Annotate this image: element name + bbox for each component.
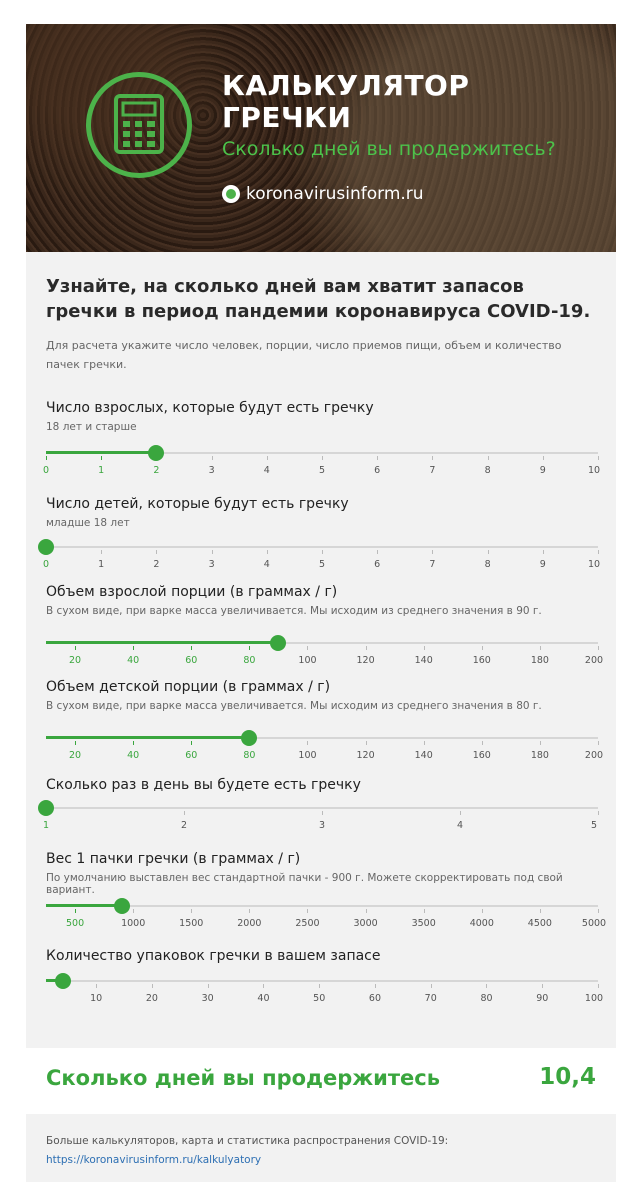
slider-tick-label: 80 — [480, 993, 493, 1004]
hero-site-name: koronavirusinform.ru — [246, 184, 424, 204]
slider-tick-label: 2 — [153, 465, 160, 476]
slider-tick-label: 1000 — [121, 918, 146, 929]
slider-tick — [366, 646, 367, 650]
field-2 — [46, 584, 604, 666]
slider-tick-label: 140 — [414, 750, 433, 761]
slider-tick — [249, 646, 250, 650]
slider-tick-label: 7 — [429, 559, 436, 570]
field-5 — [46, 851, 607, 929]
slider-tick-label: 20 — [69, 655, 82, 666]
result-label: Сколько дней вы продержитесь — [46, 1066, 441, 1090]
field-label: Число взрослых, которые будут есть гречку — [46, 400, 374, 416]
slider-tick-label: 180 — [530, 750, 549, 761]
slider-tick — [212, 456, 213, 460]
slider-tick — [542, 984, 543, 988]
slider-tick — [366, 741, 367, 745]
slider-tick — [249, 909, 250, 913]
field-0 — [42, 400, 601, 476]
slider-tick — [191, 741, 192, 745]
slider[interactable] — [46, 897, 607, 929]
field-hint: В сухом виде, при варке масса увеличивается. Мы исходим из среднего значения в 90 г. — [46, 605, 542, 617]
slider-tick-label: 180 — [530, 655, 549, 666]
calculator-card — [26, 24, 616, 1182]
slider-tick — [482, 909, 483, 913]
slider-fill — [46, 736, 249, 739]
slider-tick-label: 30 — [201, 993, 214, 1004]
slider-tick — [191, 909, 192, 913]
hero-banner — [26, 24, 616, 252]
field-label: Сколько раз в день вы будете есть гречку — [46, 777, 361, 793]
slider-tick-label: 200 — [584, 655, 604, 666]
slider-tick — [322, 550, 323, 554]
slider-track[interactable] — [46, 807, 598, 809]
slider-tick-label: 2 — [153, 559, 160, 570]
slider-tick-label: 5 — [590, 820, 598, 831]
slider[interactable] — [46, 972, 604, 1004]
slider-tick — [101, 456, 102, 460]
hero-title-line2: ГРЕЧКИ — [222, 101, 352, 134]
slider-tick-label: 1 — [98, 559, 105, 570]
slider-tick-label: 20 — [69, 750, 82, 761]
slider-tick-label: 80 — [243, 750, 256, 761]
slider-fill — [46, 904, 122, 907]
slider-tick-label: 100 — [584, 993, 604, 1004]
slider-tick-label: 5 — [318, 559, 326, 570]
slider-tick-label: 40 — [127, 750, 140, 761]
slider-tick-label: 4 — [456, 820, 464, 831]
slider-tick-label: 160 — [472, 750, 491, 761]
footer — [26, 1114, 616, 1182]
slider-tick-label: 3500 — [411, 918, 436, 929]
hero-subtitle: Сколько дней вы продержитесь? — [222, 138, 556, 160]
slider-tick — [543, 456, 544, 460]
slider-tick-label: 1 — [98, 465, 105, 476]
slider-tick — [377, 550, 378, 554]
calculator-form — [26, 252, 616, 1048]
footer-text — [46, 1132, 448, 1170]
slider-tick-label: 6 — [374, 559, 381, 570]
slider-tick-label: 2000 — [237, 918, 262, 929]
intro-heading: Узнайте, на сколько дней вам хватит запасов гречки в период пандемии коронавируса COVID-19. — [46, 276, 591, 322]
slider-tick — [267, 456, 268, 460]
slider-tick-label: 20 — [145, 993, 158, 1004]
slider-track[interactable] — [46, 546, 598, 548]
site-logo-icon — [222, 185, 240, 203]
slider-tick — [540, 646, 541, 650]
slider-tick — [598, 550, 599, 554]
slider-tick-label: 40 — [257, 993, 270, 1004]
slider-tick-label: 9 — [539, 559, 546, 570]
result-value: 10,4 — [539, 1064, 596, 1090]
field-label: Вес 1 пачки гречки (в граммах / г) — [46, 851, 301, 867]
slider-tick-label: 7 — [429, 465, 436, 476]
slider-tick — [133, 909, 134, 913]
slider-tick — [431, 984, 432, 988]
calculator-icon — [86, 72, 192, 178]
slider-tick-label: 2500 — [295, 918, 320, 929]
slider-tick — [319, 984, 320, 988]
slider[interactable] — [46, 729, 604, 761]
slider-tick — [307, 646, 308, 650]
slider-tick — [540, 909, 541, 913]
slider-tick — [424, 741, 425, 745]
slider-tick-label: 40 — [127, 655, 140, 666]
slider-tick-label: 60 — [368, 993, 382, 1004]
slider-thumb[interactable] — [38, 800, 54, 816]
slider-tick-label: 10 — [90, 993, 103, 1004]
slider-tick — [133, 646, 134, 650]
slider-tick-label: 50 — [313, 993, 326, 1004]
slider-tick — [322, 811, 323, 815]
slider-tick — [267, 550, 268, 554]
slider-tick-label: 120 — [356, 655, 375, 666]
slider-tick-label: 3000 — [353, 918, 378, 929]
slider-tick — [424, 646, 425, 650]
slider-tick — [598, 984, 599, 988]
slider-tick-label: 140 — [414, 655, 433, 666]
slider-tick — [46, 456, 47, 460]
slider-tick — [101, 550, 102, 554]
slider-tick — [96, 984, 97, 988]
slider-tick-label: 9 — [539, 465, 546, 476]
slider-tick-label: 80 — [243, 655, 256, 666]
slider-thumb[interactable] — [270, 635, 286, 651]
field-label: Число детей, которые будут есть гречку — [46, 496, 349, 512]
slider-tick — [212, 550, 213, 554]
intro-note: Для расчета укажите число человек, порции, число приемов пищи, объем и количество пачек гречки. — [46, 339, 562, 371]
hero-site[interactable] — [222, 184, 424, 204]
slider[interactable] — [42, 799, 598, 831]
slider-tick-label: 3 — [318, 820, 326, 831]
slider-tick-label: 10 — [587, 465, 601, 476]
slider-tick — [375, 984, 376, 988]
slider-tick — [543, 550, 544, 554]
slider-tick — [191, 646, 192, 650]
hero-title-line1: КАЛЬКУЛЯТОР — [222, 69, 470, 102]
slider-tick-label: 500 — [65, 918, 85, 929]
slider-tick-label: 6 — [374, 465, 381, 476]
slider-thumb[interactable] — [148, 445, 164, 461]
slider-tick — [152, 984, 153, 988]
slider-tick — [377, 456, 378, 460]
slider-tick — [488, 456, 489, 460]
slider-tick-label: 3 — [208, 465, 215, 476]
field-hint: В сухом виде, при варке масса увеличивается. Мы исходим из среднего значения в 80 г. — [46, 700, 542, 712]
slider-tick-label: 200 — [584, 750, 604, 761]
slider-fill — [46, 641, 278, 644]
hero-title — [222, 70, 469, 134]
slider-tick-label: 5 — [318, 465, 326, 476]
field-hint: 18 лет и старше — [46, 421, 137, 433]
slider-tick — [432, 456, 433, 460]
slider-tick-label: 100 — [298, 750, 317, 761]
slider-tick-label: 2 — [180, 820, 188, 831]
slider-tick-label: 60 — [185, 655, 198, 666]
slider-tick — [184, 811, 185, 815]
slider-tick-label: 4 — [263, 465, 270, 476]
slider-tick — [75, 646, 76, 650]
slider-tick — [460, 811, 461, 815]
slider-tick-label: 1 — [42, 820, 50, 831]
footer-link[interactable]: https://koronavirusinform.ru/kalkulyatory — [46, 1154, 262, 1166]
slider-tick-label: 4000 — [469, 918, 494, 929]
slider-tick-label: 4500 — [527, 918, 552, 929]
slider-tick — [424, 909, 425, 913]
field-6 — [46, 948, 604, 1004]
field-label: Объем детской порции (в граммах / г) — [46, 679, 331, 695]
slider-tick — [482, 741, 483, 745]
slider-tick-label: 0 — [42, 559, 50, 570]
slider-tick — [307, 909, 308, 913]
slider-tick-label: 160 — [472, 655, 491, 666]
footer-note: Больше калькуляторов, карта и статистика распространения COVID-19: — [46, 1135, 449, 1147]
slider-tick-label: 0 — [42, 465, 50, 476]
slider-tick-label: 8 — [484, 559, 491, 570]
field-label: Объем взрослой порции (в граммах / г) — [46, 584, 338, 600]
slider-tick-label: 3 — [208, 559, 215, 570]
slider-tick — [598, 909, 599, 913]
slider-thumb[interactable] — [38, 539, 54, 555]
slider-tick-label: 5000 — [581, 918, 607, 929]
slider[interactable] — [42, 444, 601, 476]
slider-tick — [598, 646, 599, 650]
slider-tick — [486, 984, 487, 988]
slider-tick-label: 90 — [536, 993, 549, 1004]
slider-tick-label: 4 — [263, 559, 270, 570]
field-hint: По умолчанию выставлен вес стандартной пачки - 900 г. Можете скорректировать под свой вариант. — [46, 872, 563, 896]
slider[interactable] — [42, 538, 601, 570]
slider-tick — [488, 550, 489, 554]
slider-tick-label: 8 — [484, 465, 491, 476]
slider-fill — [46, 451, 156, 454]
slider-tick — [482, 646, 483, 650]
slider-tick — [75, 741, 76, 745]
slider-tick — [598, 811, 599, 815]
slider-tick — [322, 456, 323, 460]
field-4 — [42, 777, 598, 831]
slider-tick-label: 10 — [587, 559, 601, 570]
slider-tick — [133, 741, 134, 745]
slider-tick — [540, 741, 541, 745]
slider-tick — [366, 909, 367, 913]
slider-track[interactable] — [46, 980, 598, 982]
slider-tick — [156, 550, 157, 554]
slider-tick-label: 1500 — [179, 918, 204, 929]
slider-thumb[interactable] — [114, 898, 130, 914]
slider-tick-label: 100 — [298, 655, 317, 666]
slider-tick-label: 70 — [424, 993, 437, 1004]
slider-tick — [432, 550, 433, 554]
slider-tick — [307, 741, 308, 745]
slider-thumb[interactable] — [241, 730, 257, 746]
slider-tick — [598, 456, 599, 460]
slider-tick — [208, 984, 209, 988]
result-panel — [26, 1048, 616, 1114]
slider-tick — [263, 984, 264, 988]
slider-tick-label: 60 — [185, 750, 198, 761]
slider[interactable] — [46, 634, 604, 666]
slider-tick — [75, 909, 76, 913]
field-3 — [46, 679, 604, 761]
slider-tick — [598, 741, 599, 745]
slider-tick-label: 120 — [356, 750, 375, 761]
slider-thumb[interactable] — [55, 973, 71, 989]
field-label: Количество упаковок гречки в вашем запасе — [46, 948, 381, 964]
field-hint: младше 18 лет — [46, 517, 130, 529]
field-1 — [42, 496, 601, 570]
